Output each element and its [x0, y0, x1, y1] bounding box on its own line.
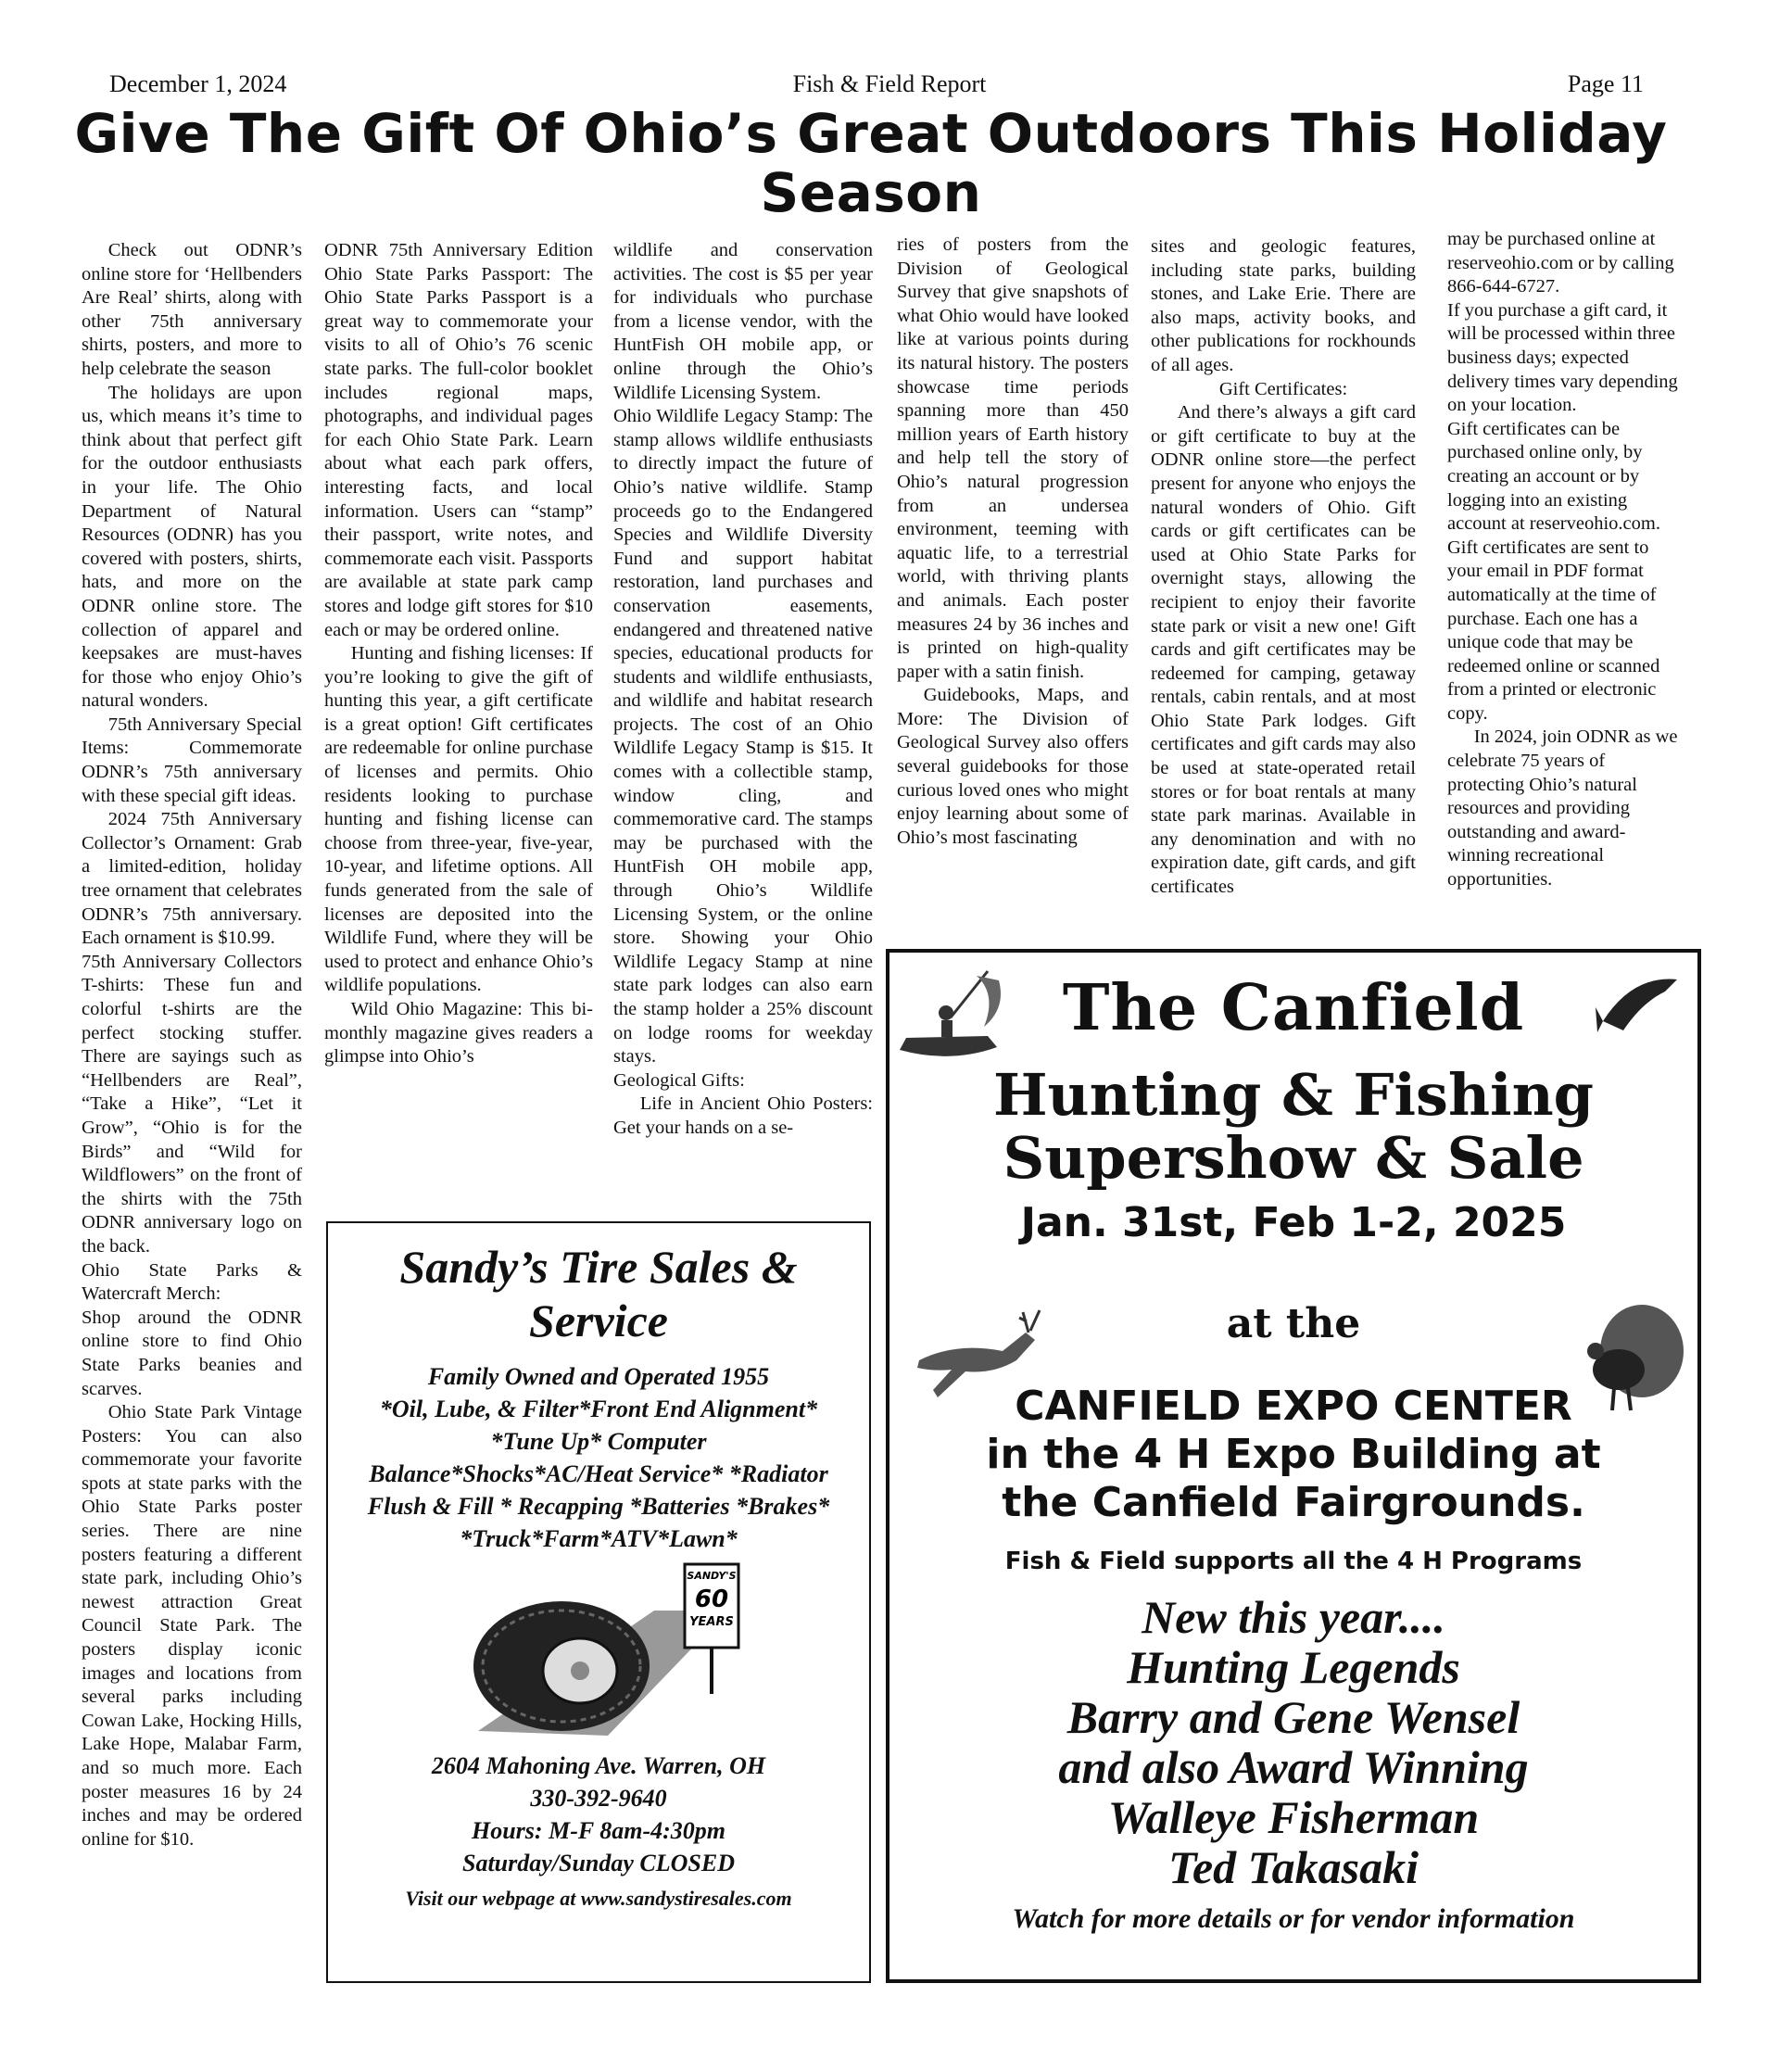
paragraph: wildlife and conservation activities. The cost is $5 per year for individuals who purchase from a license vendor, with the HuntFish OH mobile app, or online through the Ohio’s Wildlife Licensing System.: [613, 240, 873, 403]
new-line-5: Walleye Fisherman: [1107, 1791, 1480, 1843]
page-number: Page 11: [1567, 70, 1644, 97]
ad-website: Visit our webpage at www.sandystiresales.com: [405, 1887, 792, 1910]
ad-phone: 330-392-9640: [530, 1785, 667, 1812]
ad-event-name: [890, 1061, 1697, 1192]
event-line-1: Hunting & Fishing: [992, 1061, 1595, 1129]
new-line-3: Barry and Gene Wensel: [1066, 1691, 1520, 1743]
venue-line-3: the Canfield Fairgrounds.: [1002, 1479, 1585, 1526]
fish-icon: [1596, 966, 1688, 1040]
paragraph: Guidebooks, Maps, and More: The Division of Geological Survey also offers several guidebooks for those curious loved ones who might enjoy learning about some of Ohio’s most fascinating: [897, 685, 1129, 848]
ad-hours: Hours: M-F 8am-4:30pm: [472, 1817, 725, 1844]
paragraph: The holidays are upon us, which means it’s time to think about that perfect gift for the outdoor enthusiasts in your life. The Ohio Department of Natural Resources (ODNR) has you covered with posters, shirts, hats, and more on the ODNR online store. The collection of apparel and keepsakes are must-haves for those who enjoy Ohio’s natural wonders.: [82, 382, 302, 712]
tire-illustration: [423, 1555, 775, 1750]
sign-line-1: SANDY'S: [687, 1570, 737, 1582]
paragraph: sites and geologic features, including state parks, building stones, and Lake Erie. There are also maps, activity books, and other publications for rockhounds of all ages.: [1151, 236, 1416, 375]
paragraph: And there’s always a gift card or gift certificate to buy at the ODNR online store—the perfect present for anyone who enjoys the natural wonders of Ohio. Gift cards or gift certificates can be used at Ohio State Parks for overnight stays, allowing the recipient to enjoy their favorite state park or visit a new one! Gift cards and gift certificates may be redeemed for camping, getaway rentals, cabin rentals, and at most Ohio State Park lodges. Gift certificates and gift cards may also be used at state-operated retail stores or for boat rentals at many state park marinas. Available in any denomination and with no expiration date, gift cards, and gift certificates: [1151, 402, 1416, 898]
paragraph: Check out ODNR’s online store for ‘Hellbenders Are Real’ shirts, along with other 75th anniversary shirts, posters, and more to help celebrate the season: [82, 240, 302, 379]
sign-line-3: YEARS: [689, 1615, 734, 1629]
publication-name: Fish & Field Report: [792, 70, 987, 97]
canfield-supershow-ad: [886, 949, 1701, 1983]
ad-tagline: Family Owned and Operated 1955: [427, 1363, 770, 1390]
paragraph: Ohio State Parks & Watercraft Merch:: [82, 1259, 302, 1305]
paragraph: Life in Ancient Ohio Posters: Get your hands on a se-: [613, 1093, 873, 1138]
sign-line-2: 60: [694, 1586, 729, 1613]
ad-new-this-year: [890, 1592, 1697, 1892]
deer-icon: [901, 1305, 1058, 1407]
paragraph: If you purchase a gift card, it will be processed within three business days; expected delivery times vary depending on your location.: [1447, 299, 1678, 416]
paragraph: Hunting and fishing licenses: If you’re looking to give the gift of hunting this year, a gift certificate is a great option! Gift certificates are redeemable for online purchase of licenses and permits. Ohio residents looking to purchase hunting and fishing license can choose from three-year, five-year, 10-year, and lifetime options. All funds generated from the sale of licenses are deposited into the Wildlife Fund, where they will be used to protect and enhance Ohio’s wildlife populations.: [324, 643, 593, 996]
new-line-4: and also Award Winning: [1058, 1741, 1529, 1793]
venue-line-2: in the 4 H Expo Building at: [986, 1431, 1601, 1478]
paragraph: Shop around the ODNR online store to find Ohio State Parks beanies and scarves.: [82, 1307, 302, 1399]
paragraph: Ohio State Park Vintage Posters: You can also commemorate your favorite spots at state parks with the Ohio State Parks poster series. There are nine posters featuring a different state park, including Ohio’s newest attraction Great Council State Park. The posters display iconic images and locations from several parks including Cowan Lake, Hocking Hills, Lake Hope, Malabar Farm, and so much more. Each poster measures 16 by 24 inches and may be ordered online for $10.: [82, 1402, 302, 1850]
paragraph: may be purchased online at reserveohio.com or by calling 866-644-6727.: [1447, 229, 1674, 297]
article-column-1: [82, 239, 302, 1851]
paragraph: Wild Ohio Magazine: This bi-monthly magazine gives readers a glimpse into Ohio’s: [324, 999, 593, 1068]
new-line-2: Hunting Legends: [1127, 1641, 1460, 1693]
ad-title: The Canfield: [1062, 971, 1525, 1045]
section-heading: Gift Certificates:: [1218, 378, 1348, 399]
paragraph: ries of posters from the Division of Geological Survey that give snapshots of what Ohio would have looked like at various points during its natural history. The posters showcase time periods spanning more than 450 million years of Earth history and help tell the story of Ohio’s natural progression from an undersea environment, teeming with aquatic life, to a terrestrial world, with thriving plants and animals. Each poster measures 24 by 36 inches and is printed on high-quality paper with a satin finish.: [897, 234, 1129, 682]
article-column-3: [613, 239, 873, 1141]
ad-dates: Jan. 31st, Feb 1-2, 2025: [1020, 1199, 1567, 1246]
fishing-boat-icon: [895, 962, 1016, 1073]
paragraph: Ohio Wildlife Legacy Stamp: The stamp allows wildlife enthusiasts to directly impact the future of Ohio’s native wildlife. Stamp proceeds go to the Endangered Species and Wildlife Diversity Fund and support habitat restoration, land purchases and conservation easements, endangered and threatened native species, educational products for students and wildlife enthusiasts, and wildlife and habitat research projects. The cost of an Ohio Wildlife Legacy Stamp is $15. It comes with a collectible stamp, window cling, and commemorative card. The stamps may be purchased with the HuntFish OH mobile app, through Ohio’s Wildlife Licensing System, or the online store. Showing your Ohio Wildlife Legacy Stamp at nine state park lodges can also earn the stamp holder a 25% discount on lodge rooms for weekday stays.: [613, 406, 873, 1068]
ad-contact: [328, 1750, 869, 1879]
paragraph: Geological Gifts:: [613, 1069, 745, 1091]
event-line-2: Supershow & Sale: [1003, 1124, 1584, 1192]
issue-date: December 1, 2024: [109, 70, 287, 97]
venue-line-1: CANFIELD EXPO CENTER: [1015, 1383, 1572, 1430]
paragraph: Gift certificates can be purchased online only, by creating an account or by logging into an existing account at reserveohio.com. Gift certificates are sent to your email in PDF format automatically at the time of purchase. Each one has a unique code that may be redeemed online or scanned from a printed or electronic copy.: [1447, 418, 1660, 724]
ad-services-list: *Oil, Lube, & Filter*Front End Alignment* *Tune Up* Computer Balance*Shocks*AC/Heat Service* *Radiator Flush & Fill * Recapping *Batteries *Brakes* *Truck*Farm*ATV*Lawn*: [367, 1396, 830, 1552]
paragraph: 75th Anniversary Collectors T-shirts: These fun and colorful t-shirts are the perfect stocking stuffer. There are sayings such as “Hellbenders are Real”, “Take a Hike”, “Let it Grow”, “Ohio is for the Birds” and “Wild for Wildflowers” on the front of the shirts with the 75th ODNR anniversary logo on the back.: [82, 951, 302, 1257]
ad-footer-note: Watch for more details or for vendor information: [1012, 1903, 1575, 1934]
article-column-2: [324, 239, 593, 1069]
sandys-tire-ad: [326, 1221, 871, 1983]
article-column-6: [1447, 228, 1679, 892]
ad-support-note: Fish & Field supports all the 4 H Programs: [1004, 1548, 1583, 1575]
turkey-icon: [1577, 1295, 1688, 1416]
ad-weekend-hours: Saturday/Sunday CLOSED: [461, 1850, 736, 1876]
paragraph: 75th Anniversary Special Items: Commemorate ODNR’s 75th anniversary with these special gift ideas.: [82, 714, 302, 806]
new-line-6: Ted Takasaki: [1168, 1841, 1419, 1893]
new-line-1: New this year....: [1142, 1591, 1445, 1643]
headline: Give The Gift Of Ohio’s Great Outdoors This Holiday Season: [74, 102, 1668, 224]
tire-icon: [423, 1555, 775, 1750]
paragraph: 2024 75th Anniversary Collector’s Ornament: Grab a limited-edition, holiday tree ornament that celebrates ODNR’s 75th anniversary. Each ornament is $10.99.: [82, 809, 302, 949]
article-column-4: [897, 234, 1129, 850]
paragraph: In 2024, join ODNR as we celebrate 75 years of protecting Ohio’s natural resources and providing outstanding and award-winning recreational opportunities.: [1447, 726, 1678, 891]
article-column-5: [1151, 235, 1416, 900]
ad-at-the: at the: [1226, 1300, 1361, 1347]
ad-address: 2604 Mahoning Ave. Warren, OH: [431, 1752, 766, 1779]
ad-business-name: Sandy’s Tire Sales & Service: [399, 1241, 798, 1346]
paragraph: ODNR 75th Anniversary Edition Ohio State Parks Passport: The Ohio State Parks Passport is a great way to commemorate your visits to all of Ohio’s 76 scenic state parks. The full-color booklet includes regional maps, photographs, and individual pages for each Ohio State Park. Learn about what each park offers, interesting facts, and local information. Users can “stamp” their passport, write notes, and commemorate each visit. Passports are available at state park camp stores and lodge gift stores for $10 each or may be ordered online.: [324, 240, 593, 640]
